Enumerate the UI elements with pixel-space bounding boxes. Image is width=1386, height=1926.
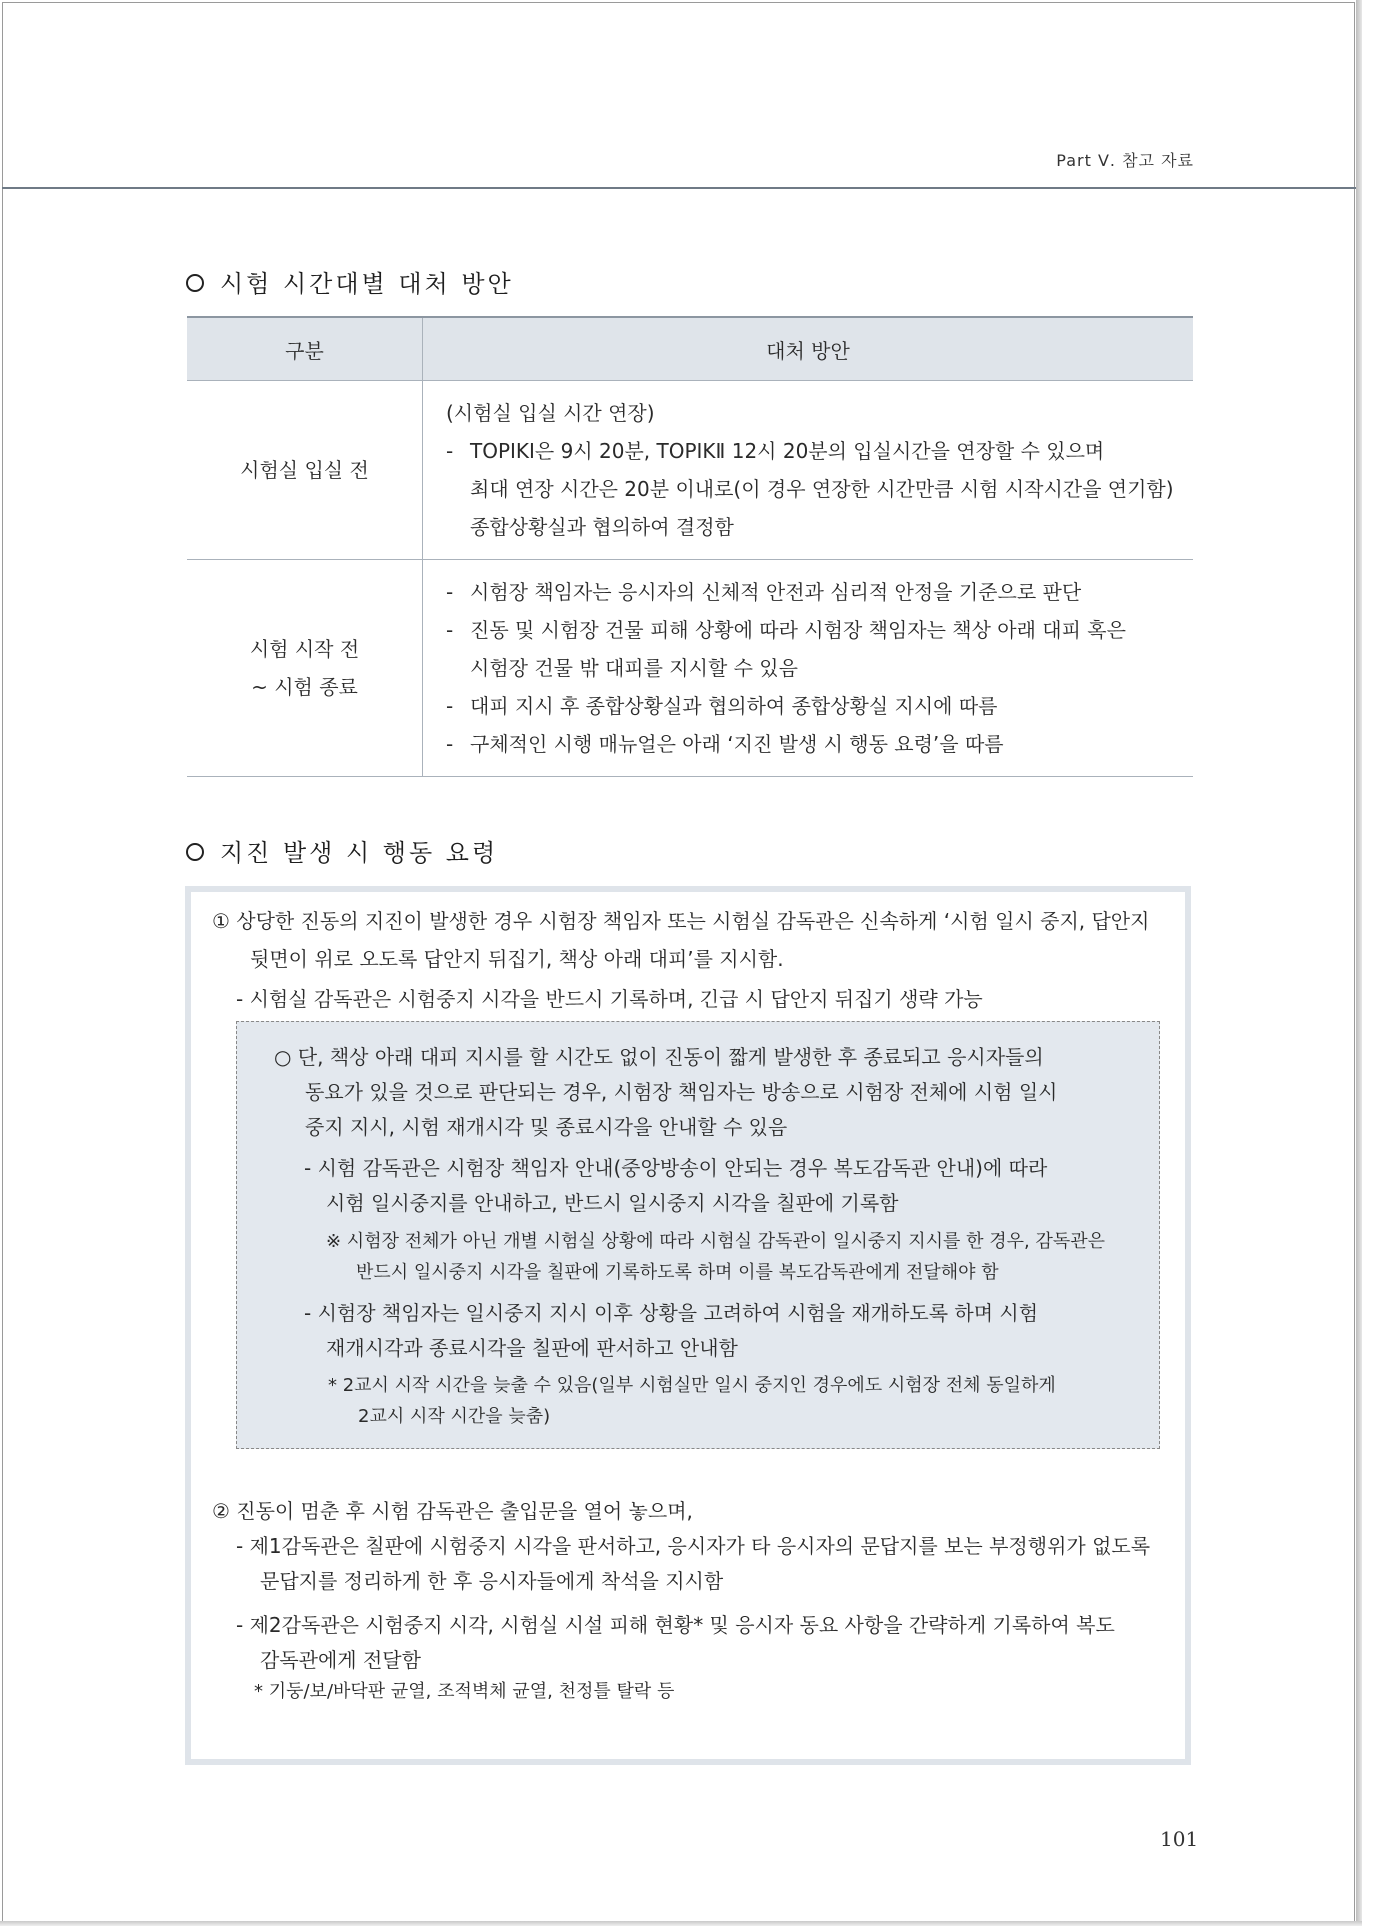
content-line: - 시험장 책임자는 응시자의 신체적 안전과 심리적 안정을 기준으로 판단 (446, 580, 1082, 604)
page-shadow (0, 1921, 1362, 1926)
note-remark: * 2교시 시작 시간을 늦출 수 있음(일부 시험실만 일시 중지인 경우에도 시험장 전체 동일하게 (328, 1375, 1056, 1396)
note-paragraph: ○ 단, 책상 아래 대피 지시를 할 시간도 없이 진동이 짧게 발생한 후 종료되고 응시자들의 (274, 1045, 1044, 1069)
category-text: 시험 시작 전 (249, 637, 360, 661)
note-subitem: 시험 일시중지를 안내하고, 반드시 일시중지 시각을 칠판에 기록함 (326, 1191, 899, 1215)
note-subitem: - 시험장 책임자는 일시중지 지시 이후 상황을 고려하여 시험을 재개하도록 하며 시험 (304, 1301, 1039, 1325)
page-number: 101 (1160, 1827, 1199, 1851)
row-content (423, 560, 1194, 777)
guideline-item: ① 상당한 진동의 지진이 발생한 경우 시험장 책임자 또는 시험실 감독관은 신속하게 ‘시험 일시 중지, 답안지 (212, 909, 1150, 933)
table-row (187, 560, 1193, 777)
content-line: 시험장 건물 밖 대피를 지시할 수 있음 (470, 656, 798, 680)
header-rule (2, 187, 1356, 189)
section-title-text: 지진 발생 시 행동 요령 (220, 839, 499, 867)
content-line: 최대 연장 시간은 20분 이내로(이 경우 연장한 시간만큼 시험 시작시간을 연기함) (470, 477, 1174, 501)
category-text: 시험실 입실 전 (240, 458, 369, 482)
content-line: - 구체적인 시행 매뉴얼은 아래 ‘지진 발생 시 행동 요령’을 따름 (446, 732, 1004, 756)
section-title-text: 시험 시간대별 대처 방안 (220, 270, 514, 298)
guideline-subitem: - 시험실 감독관은 시험중지 시각을 반드시 기록하며, 긴급 시 답안지 뒤집기 생략 가능 (236, 987, 983, 1011)
content-line: - TOPIKⅠ은 9시 20분, TOPIKⅡ 12시 20분의 입실시간을 연장할 수 있으며 (446, 439, 1105, 463)
section-title (186, 264, 514, 299)
response-table (187, 316, 1193, 777)
row-content (423, 381, 1194, 560)
note-subitem: - 시험 감독관은 시험장 책임자 안내(중앙방송이 안되는 경우 복도감독관 안내)에 따라 (304, 1156, 1048, 1180)
note-paragraph: 동요가 있을 것으로 판단되는 경우, 시험장 책임자는 방송으로 시험장 전체에 시험 일시 (305, 1080, 1058, 1104)
note-remark: 반드시 일시중지 시각을 칠판에 기록하도록 하며 이를 복도감독관에게 전달해야 함 (356, 1262, 999, 1283)
content-line: (시험실 입실 시간 연장) (446, 401, 655, 425)
guideline-item: 뒷면이 위로 오도록 답안지 뒤집기, 책상 아래 대피’를 지시함. (250, 947, 784, 971)
column-header: 대처 방안 (423, 317, 1194, 381)
hollow-circle-icon (186, 274, 204, 292)
table-row (187, 381, 1193, 560)
note-remark: ※ 시험장 전체가 아닌 개별 시험실 상황에 따라 시험실 감독관이 일시중지 지시를 한 경우, 감독관은 (326, 1231, 1106, 1252)
note-paragraph: 중지 지시, 시험 재개시각 및 종료시각을 안내할 수 있음 (305, 1115, 788, 1139)
guideline-subitem: - 제1감독관은 칠판에 시험중지 시각을 판서하고, 응시자가 타 응시자의 문답지를 보는 부정행위가 없도록 (236, 1534, 1151, 1558)
section-title (186, 833, 498, 868)
running-header: Part Ⅴ. 참고 자료 (1056, 151, 1194, 170)
category-text: ~ 시험 종료 (251, 675, 358, 699)
page-shadow (1356, 0, 1362, 1926)
hollow-circle-icon (186, 843, 204, 861)
row-category (187, 381, 423, 560)
guideline-subitem: 문답지를 정리하게 한 후 응시자들에게 착석을 지시함 (260, 1569, 724, 1593)
column-header: 구분 (187, 317, 423, 381)
content-line: - 대피 지시 후 종합상황실과 협의하여 종합상황실 지시에 따름 (446, 694, 998, 718)
guideline-subitem: - 제2감독관은 시험중지 시각, 시험실 시설 피해 현황* 및 응시자 동요 사항을 간략하게 기록하여 복도 (236, 1613, 1115, 1637)
guideline-item: ② 진동이 멈춘 후 시험 감독관은 출입문을 열어 놓으며, (212, 1499, 693, 1523)
guideline-remark: * 기둥/보/바닥판 균열, 조적벽체 균열, 천정틀 탈락 등 (254, 1681, 675, 1702)
row-category (187, 560, 423, 777)
content-line: - 진동 및 시험장 건물 피해 상황에 따라 시험장 책임자는 책상 아래 대피 혹은 (446, 618, 1126, 642)
note-subitem: 재개시각과 종료시각을 칠판에 판서하고 안내함 (326, 1336, 738, 1360)
note-remark: 2교시 시작 시간을 늦춤) (358, 1406, 551, 1427)
table-header-row (187, 317, 1193, 381)
content-line: 종합상황실과 협의하여 결정함 (470, 515, 734, 539)
guideline-subitem: 감독관에게 전달함 (260, 1648, 421, 1672)
